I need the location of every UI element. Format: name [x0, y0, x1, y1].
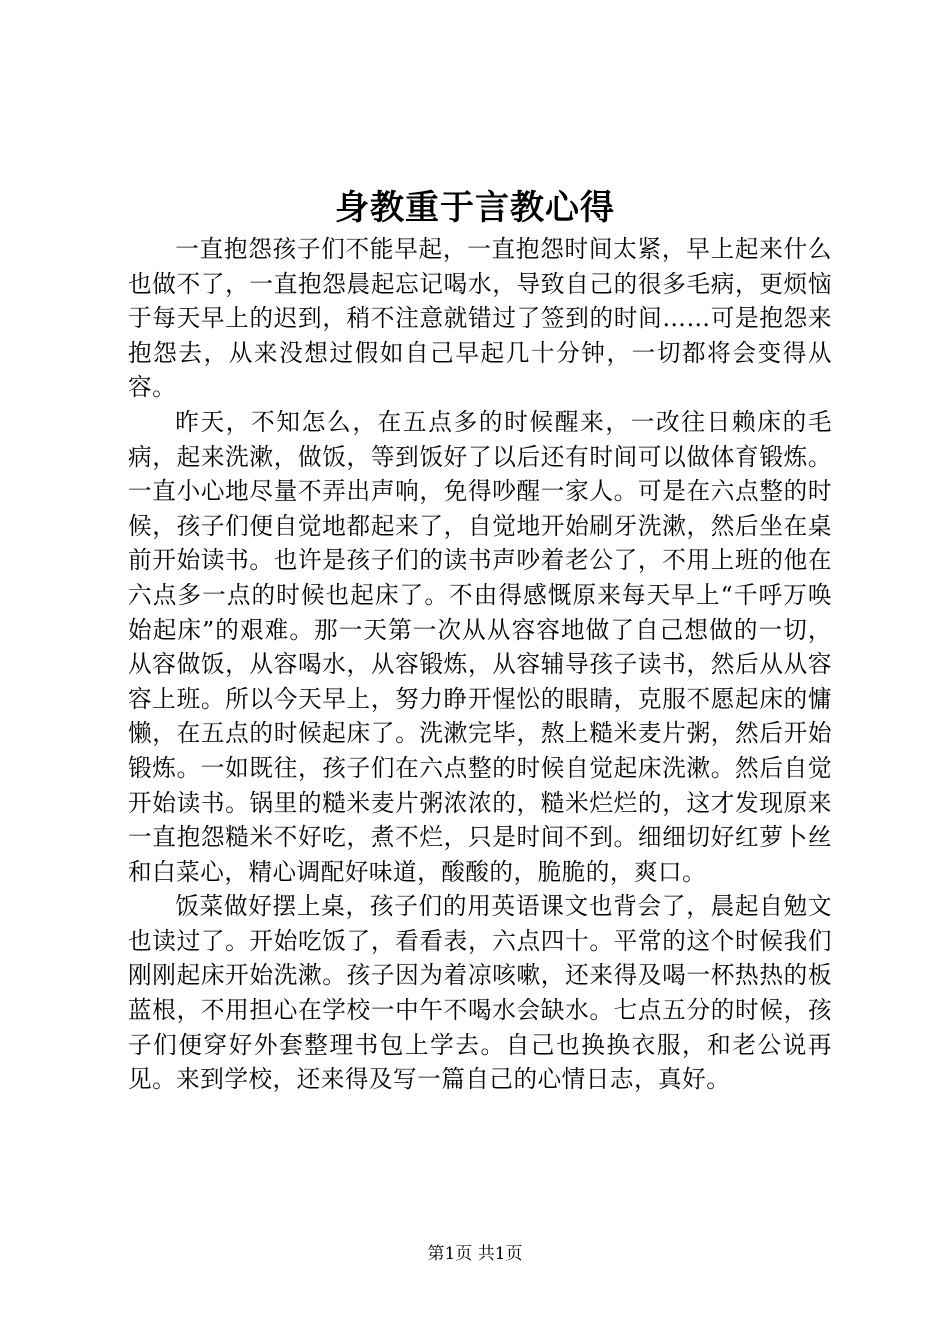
paragraph-3: 饭菜做好摆上桌，孩子们的用英语课文也背会了，晨起自勉文也读过了。开始吃饭了，看看表，六点四十。平常的这个时候我们刚刚起床开始洗漱。孩子因为着凉咳嗽，还来得及喝一杯热热的板蓝根，不用担心在学校一中午不喝水会缺水。七点五分的时候，孩子们便穿好外套整理书包上学去。自己也换换衣服，和老公说再见。来到学校，还来得及写一篇自己的心情日志，真好。	[128, 892, 832, 1094]
document-body	[128, 232, 832, 1097]
page-number-footer: 第1页 共1页	[427, 1244, 523, 1264]
paragraph-2: 昨天，不知怎么，在五点多的时候醒来，一改往日赖床的毛病，起来洗漱，做饭，等到饭好了以后还有时间可以做体育锻炼。一直小心地尽量不弄出声响，免得吵醒一家人。可是在六点整的时候，孩子们便自觉地都起来了，自觉地开始刷牙洗漱，然后坐在桌前开始读书。也许是孩子们的读书声吵着老公了，不用上班的他在六点多一点的时候也起床了。不由得感慨原来每天早上“千呼万唤始起床”的艰难。那一天第一次从从容容地做了自己想做的一切，从容做饭，从容喝水，从容锻炼，从容辅导孩子读书，然后从从容容上班。所以今天早上，努力睁开惺忪的眼睛，克服不愿起床的慵懒，在五点的时候起床了。洗漱完毕，熬上糙米麦片粥，然后开始锻炼。一如既往，孩子们在六点整的时候自觉起床洗漱。然后自觉开始读书。锅里的糙米麦片粥浓浓的，糙米烂烂的，这才发现原来一直抱怨糙米不好吃，煮不烂，只是时间不到。细细切好红萝卜丝和白菜心，精心调配好味道，酸酸的，脆脆的，爽口。	[128, 407, 832, 886]
document-title: 身教重于言教心得	[335, 188, 615, 228]
paragraph-1: 一直抱怨孩子们不能早起，一直抱怨时间太紧，早上起来什么也做不了，一直抱怨晨起忘记喝水，导致自己的很多毛病，更烦恼于每天早上的迟到，稍不注意就错过了签到的时间……可是抱怨来抱怨去，从来没想过假如自己早起几十分钟，一切都将会变得从容。	[128, 235, 832, 402]
